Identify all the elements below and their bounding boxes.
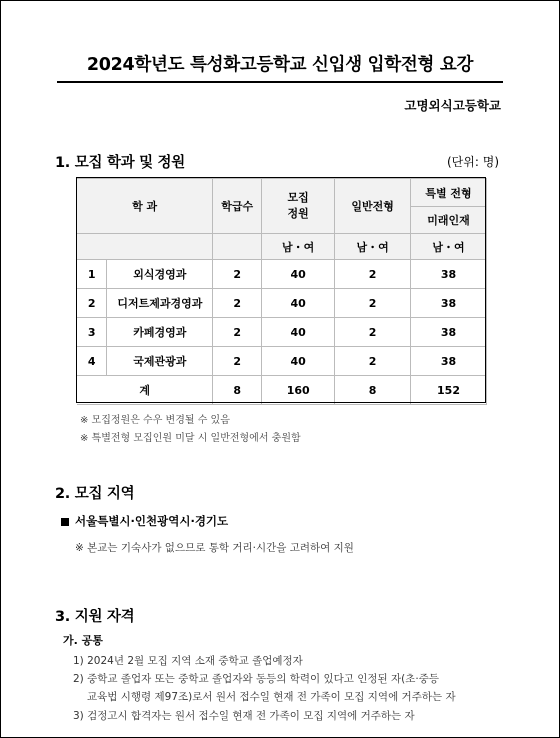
row-general: 2 [335, 289, 411, 318]
qual-item-2-cont: 교육법 시행령 제97조)로서 원서 접수일 현재 전 가족이 모집 지역에 거주하는 자 [87, 691, 456, 703]
section-2-heading: 2. 모집 지역 [55, 486, 135, 502]
gender-empty [77, 234, 213, 260]
row-no: 3 [77, 318, 107, 347]
page-title: 2024학년도 특성화고등학교 신입생 입학전형 요강 [86, 55, 474, 75]
header-quota-text: 모집 정원 [287, 191, 309, 220]
sub-heading: 가. 공통 [63, 634, 103, 647]
section-1-heading: 1. 모집 학과 및 정원 [55, 155, 185, 171]
row-dept: 카페경영과 [107, 318, 213, 347]
total-special: 152 [411, 376, 487, 405]
header-dept: 학 과 [77, 179, 213, 234]
total-label: 계 [77, 376, 213, 405]
square-bullet-icon [61, 518, 69, 526]
header-general: 일반전형 [335, 179, 411, 234]
row-quota: 40 [262, 318, 335, 347]
gender-special: 남・여 [411, 234, 487, 260]
region-bullet [61, 513, 228, 529]
row-special: 38 [411, 347, 487, 376]
note-2: ※ 특별전형 모집인원 미달 시 일반전형에서 충원함 [80, 433, 301, 444]
total-general: 8 [335, 376, 411, 405]
row-special: 38 [411, 318, 487, 347]
row-classes: 2 [213, 347, 262, 376]
unit-label: (단위: 명) [447, 155, 499, 169]
qual-item-1: 1) 2024년 2월 모집 지역 소재 중학교 졸업예정자 [73, 655, 303, 667]
row-no: 4 [77, 347, 107, 376]
row-dept: 외식경영과 [107, 260, 213, 289]
row-quota: 40 [262, 347, 335, 376]
header-quota [262, 179, 335, 234]
qual-item-3: 3) 검정고시 합격자는 원서 접수일 현재 전 가족이 모집 지역에 거주하는 자 [73, 710, 415, 722]
total-quota: 160 [262, 376, 335, 405]
row-dept: 국제관광과 [107, 347, 213, 376]
region-note: ※ 본교는 기숙사가 없으므로 통학 거리·시간을 고려하여 지원 [75, 542, 354, 554]
row-general: 2 [335, 347, 411, 376]
row-no: 2 [77, 289, 107, 318]
row-classes: 2 [213, 318, 262, 347]
row-quota: 40 [262, 260, 335, 289]
row-special: 38 [411, 289, 487, 318]
row-general: 2 [335, 260, 411, 289]
total-classes: 8 [213, 376, 262, 405]
row-no: 1 [77, 260, 107, 289]
header-special: 특별 전형 [411, 179, 487, 207]
quota-table [77, 178, 487, 405]
row-classes: 2 [213, 289, 262, 318]
gender-quota: 남・여 [262, 234, 335, 260]
row-quota: 40 [262, 289, 335, 318]
school-name: 고명외식고등학교 [404, 98, 501, 113]
header-classes: 학급수 [213, 179, 262, 234]
gender-empty-2 [213, 234, 262, 260]
row-special: 38 [411, 260, 487, 289]
row-general: 2 [335, 318, 411, 347]
row-dept: 디저트제과경영과 [107, 289, 213, 318]
gender-general: 남・여 [335, 234, 411, 260]
qual-item-2: 2) 중학교 졸업자 또는 중학교 졸업자와 동등의 학력이 있다고 인정된 자(초·중등 [73, 673, 440, 685]
note-1: ※ 모집정원은 수우 변경될 수 있음 [80, 415, 230, 426]
section-3-heading: 3. 지원 자격 [55, 609, 135, 625]
header-future: 미래인재 [411, 207, 487, 234]
row-classes: 2 [213, 260, 262, 289]
title-divider [57, 81, 503, 83]
region-text: 서울특별시·인천광역시·경기도 [75, 514, 229, 528]
